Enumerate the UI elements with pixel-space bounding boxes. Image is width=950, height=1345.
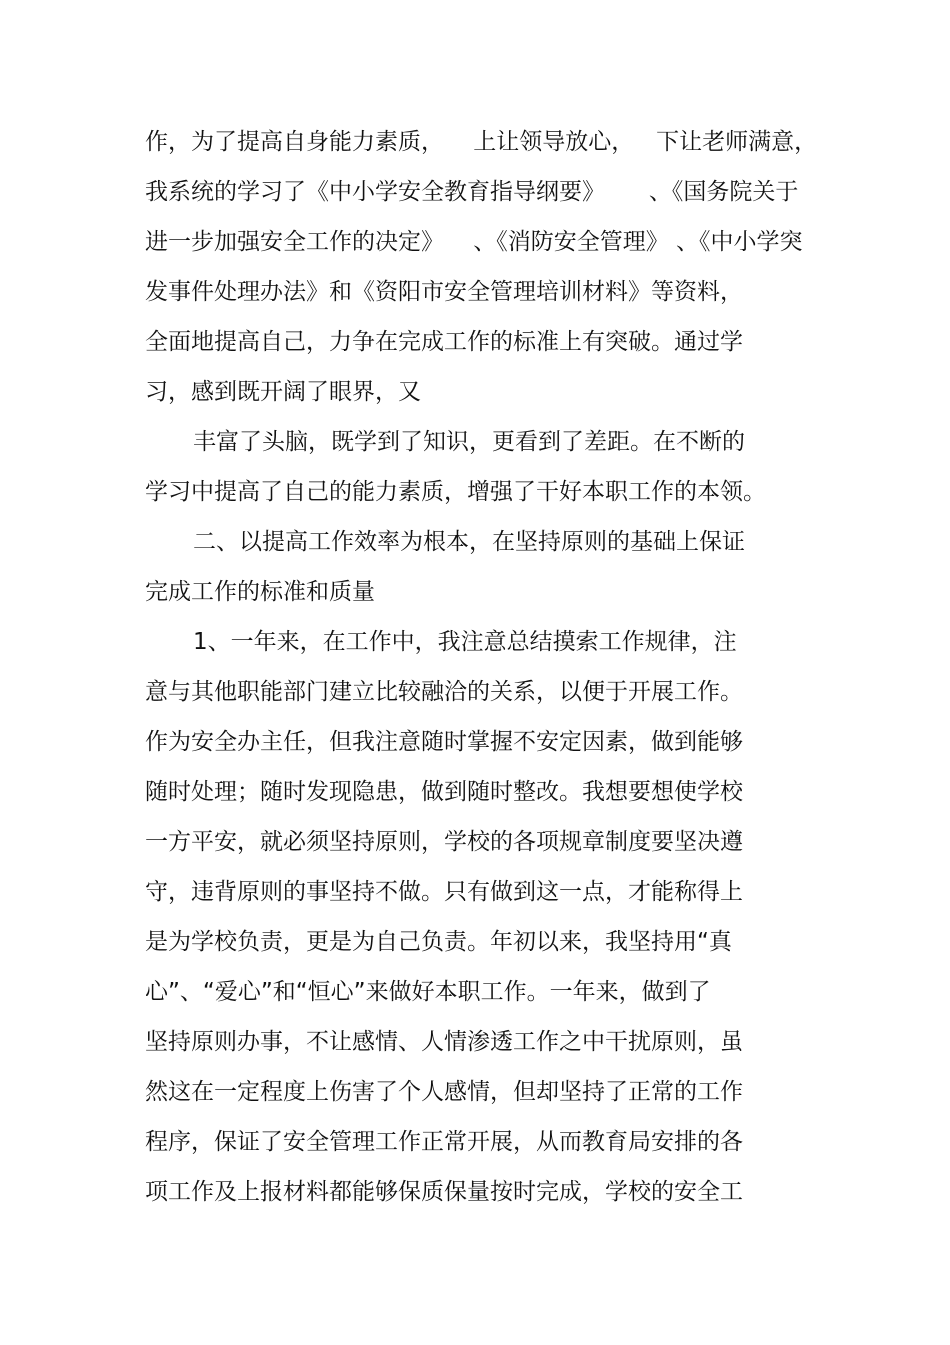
text-line: 作为安全办主任，但我注意随时掌握不安定因素，做到能够	[145, 729, 743, 755]
text-line: 我系统的学习了《中小学安全教育指导纲要》 、《国务院关于	[145, 179, 799, 205]
text-line: 学习中提高了自己的能力素质，增强了干好本职工作的本领。	[145, 479, 766, 505]
text-line: 程序，保证了安全管理工作正常开展，从而教育局安排的各	[145, 1129, 743, 1155]
text-line: 一方平安，就必须坚持原则，学校的各项规章制度要坚决遵	[145, 829, 743, 855]
text-line: 然这在一定程度上伤害了个人感情，但却坚持了正常的工作	[145, 1079, 743, 1105]
text-line: 守，违背原则的事坚持不做。只有做到这一点，才能称得上	[145, 879, 743, 905]
text-line: 坚持原则办事，不让感情、人情渗透工作之中干扰原则，虽	[145, 1029, 743, 1055]
section-heading: 二、以提高工作效率为根本，在坚持原则的基础上保证	[193, 529, 745, 555]
section-heading: 完成工作的标准和质量	[145, 579, 375, 605]
text-line: 项工作及上报材料都能够保质保量按时完成，学校的安全工	[145, 1179, 743, 1205]
text-line: 1、一年来，在工作中，我注意总结摸索工作规律，注	[193, 629, 737, 655]
text-line: 是为学校负责，更是为自己负责。年初以来，我坚持用“真	[145, 929, 732, 955]
text-line: 随时处理；随时发现隐患，做到随时整改。我想要想使学校	[145, 779, 743, 805]
text-line: 全面地提高自己，力争在完成工作的标准上有突破。通过学	[145, 329, 743, 355]
text-line: 习，感到既开阔了眼界，又	[145, 379, 421, 405]
text-line: 丰富了头脑，既学到了知识，更看到了差距。在不断的	[193, 429, 745, 455]
text-line: 进一步加强安全工作的决定》 、《消防安全管理》 、《中小学突	[145, 229, 803, 255]
text-line: 心”、“爱心”和“恒心”来做好本职工作。一年来，做到了	[145, 979, 711, 1005]
text-line: 意与其他职能部门建立比较融洽的关系，以便于开展工作。	[145, 679, 743, 705]
text-line: 发事件处理办法》和《资阳市安全管理培训材料》等资料，	[145, 279, 743, 305]
text-line: 作，为了提高自身能力素质， 上让领导放心， 下让老师满意，	[145, 129, 818, 155]
